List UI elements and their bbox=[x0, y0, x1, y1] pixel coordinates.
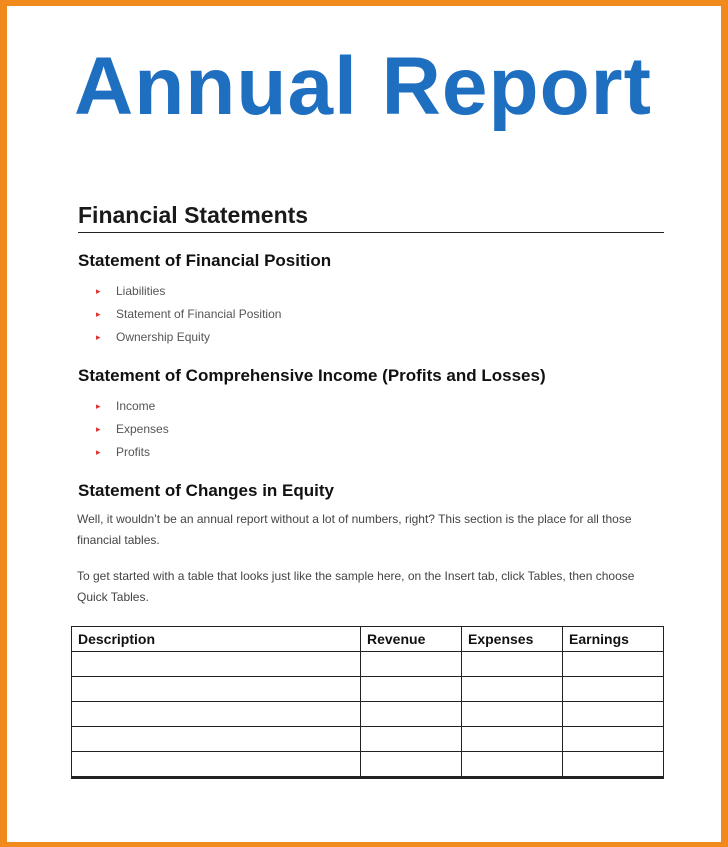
table-cell bbox=[462, 727, 563, 752]
table-cell bbox=[72, 677, 361, 702]
table-cell bbox=[72, 727, 361, 752]
bullet-triangle-icon: ▸ bbox=[96, 286, 101, 296]
financial-table bbox=[71, 626, 664, 779]
bullet-triangle-icon: ▸ bbox=[96, 332, 101, 342]
table-cell bbox=[462, 702, 563, 727]
table-cell bbox=[361, 727, 462, 752]
table-cell bbox=[563, 727, 664, 752]
bullet-triangle-icon: ▸ bbox=[96, 401, 101, 411]
financial-statements-heading: Financial Statements bbox=[78, 202, 664, 233]
table-cell bbox=[563, 702, 664, 727]
list-item bbox=[96, 303, 281, 326]
table-cell bbox=[361, 677, 462, 702]
list-item bbox=[96, 441, 169, 464]
column-header-earnings: Earnings bbox=[563, 627, 664, 652]
table-row bbox=[72, 702, 664, 727]
list-item bbox=[96, 280, 281, 303]
table-cell bbox=[72, 652, 361, 677]
table-cell bbox=[563, 677, 664, 702]
comprehensive-income-list bbox=[96, 395, 169, 464]
column-header-revenue: Revenue bbox=[361, 627, 462, 652]
table-cell bbox=[462, 677, 563, 702]
list-item-text: Expenses bbox=[116, 422, 169, 436]
section-heading-comprehensive-income: Statement of Comprehensive Income (Profits and Losses) bbox=[78, 366, 546, 385]
table-cell bbox=[361, 752, 462, 778]
table-row bbox=[72, 677, 664, 702]
list-item-text: Liabilities bbox=[116, 284, 166, 298]
financial-position-list bbox=[96, 280, 281, 349]
quick-tables-paragraph: To get started with a table that looks just like the sample here, on the Insert tab, click Tables, then choose Quick Tables. bbox=[77, 569, 635, 604]
table-cell bbox=[462, 752, 563, 778]
list-item-text: Ownership Equity bbox=[116, 330, 211, 344]
bullet-triangle-icon: ▸ bbox=[96, 447, 101, 457]
table-row bbox=[72, 727, 664, 752]
list-item bbox=[96, 326, 281, 349]
bullet-triangle-icon: ▸ bbox=[96, 424, 101, 434]
list-item-text: Statement of Financial Position bbox=[116, 307, 282, 321]
list-item-text: Income bbox=[116, 399, 156, 413]
table-cell bbox=[72, 752, 361, 778]
equity-intro-paragraph: Well, it wouldn’t be an annual report without a lot of numbers, right? This section is the place for all those financial tables. bbox=[77, 512, 632, 547]
table-row bbox=[72, 752, 664, 778]
table-row bbox=[72, 652, 664, 677]
table-cell bbox=[361, 652, 462, 677]
column-header-expenses: Expenses bbox=[462, 627, 563, 652]
list-item bbox=[96, 395, 169, 418]
bullet-triangle-icon: ▸ bbox=[96, 309, 101, 319]
table-header-row bbox=[72, 627, 664, 652]
table-cell bbox=[563, 752, 664, 778]
list-item-text: Profits bbox=[116, 445, 151, 459]
report-title: Annual Report bbox=[74, 41, 652, 132]
section-heading-financial-position: Statement of Financial Position bbox=[78, 251, 332, 270]
table-cell bbox=[361, 702, 462, 727]
table-cell bbox=[563, 652, 664, 677]
column-header-description: Description bbox=[72, 627, 361, 652]
table-cell bbox=[72, 702, 361, 727]
list-item bbox=[96, 418, 169, 441]
section-heading-changes-in-equity: Statement of Changes in Equity bbox=[78, 481, 334, 500]
table-cell bbox=[462, 652, 563, 677]
